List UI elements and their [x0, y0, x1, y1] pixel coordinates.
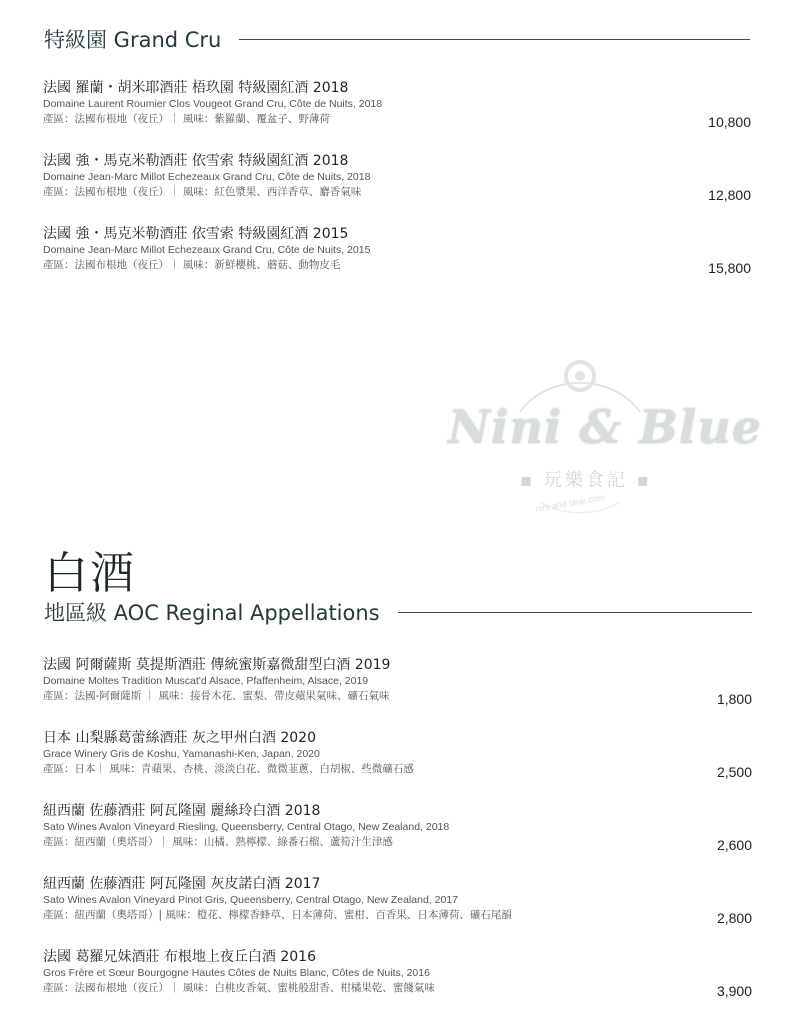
section-title-aoc: 地區級 AOC Reginal Appellations [44, 601, 380, 625]
wine-info: 產區：法國布根地（夜丘）｜ 風味：白桃皮香氣、蜜桃般甜香、柑橘果乾、蜜餞氣味 [43, 982, 435, 994]
wine-info: 產區：紐西蘭（奧塔哥）| 風味：橙花、檸檬香蜂草、日本薄荷、蜜柑、百香果、日本薄荷、礦石尾韻 [43, 909, 512, 921]
wine-name: 紐西蘭 佐藤酒莊 阿瓦隆園 麗絲玲白酒 2018 [43, 803, 321, 819]
wine-english-name: Domaine Laurent Roumier Clos Vougeot Grand Cru, Côte de Nuits, 2018 [43, 98, 383, 110]
wine-item [43, 79, 751, 130]
wine-english-name: Grace Winery Gris de Koshu, Yamanashi-Ken, Japan, 2020 [43, 748, 320, 760]
wine-english-name: Sato Wines Avalon Vineyard Riesling, Queensberry, Central Otago, New Zealand, 2018 [43, 821, 450, 833]
wine-english-name: Domaine Jean-Marc Millot Echezeaux Grand Cru, Côte de Nuits, 2018 [43, 171, 371, 183]
wine-name: 紐西蘭 佐藤酒莊 阿瓦隆園 灰皮諾白酒 2017 [43, 876, 321, 892]
wine-info: 產區：紐西蘭（奧塔哥）｜ 風味：山橘、熟檸檬、綠番石榴、蘆筍汁生津感 [43, 836, 393, 848]
wine-price: 3,900 [716, 983, 752, 999]
wine-price: 2,500 [716, 764, 752, 780]
wine-price: 10,800 [708, 114, 751, 130]
watermark-brand: Nini & Blue [448, 400, 763, 454]
wine-price: 12,800 [708, 187, 751, 203]
wine-item [43, 948, 752, 999]
white-wine-title: 白酒 [44, 548, 136, 599]
wine-item [43, 152, 751, 203]
watermark-url: nini and blue.com [534, 491, 606, 515]
wine-name: 法國 強・馬克米勒酒莊 依雪索 特級園紅酒 2018 [43, 153, 349, 169]
wine-item [43, 225, 751, 276]
section-header-aoc [44, 597, 752, 627]
wine-info: 產區：法國布根地（夜丘）｜ 風味：紫羅蘭、覆盆子、野薄荷 [43, 113, 330, 125]
section-divider [398, 612, 752, 613]
wine-name: 法國 阿爾薩斯 莫提斯酒莊 傳統蜜斯嘉微甜型白酒 2019 [43, 657, 391, 673]
wine-name: 法國 羅蘭・胡米耶酒莊 梧玖園 特級園紅酒 2018 [43, 80, 349, 96]
wine-price: 2,800 [716, 910, 752, 926]
wine-item [43, 802, 752, 853]
wine-english-name: Sato Wines Avalon Vineyard Pinot Gris, Queensberry, Central Otago, New Zealand, 2017 [43, 894, 458, 906]
wine-item [43, 656, 752, 707]
wine-name: 法國 葛羅兄妹酒莊 布根地上夜丘白酒 2016 [43, 949, 316, 965]
section-header-grand-cru [44, 24, 750, 54]
wine-info: 產區：法國布根地（夜丘）｜ 風味：新鮮櫻桃、蘑菇、動物皮毛 [43, 259, 341, 271]
wine-english-name: Gros Frère et Sœur Bourgogne Hautes Côtes de Nuits Blanc, Côtes de Nuits, 2016 [43, 967, 430, 979]
watermark-subtitle: ▪ 玩樂食記 ▪ [520, 470, 652, 491]
wine-item [43, 729, 752, 780]
section-title-grand-cru: 特級園 Grand Cru [44, 28, 222, 52]
wine-name: 法國 強・馬克米勒酒莊 依雪索 特級園紅酒 2015 [43, 226, 349, 242]
wine-english-name: Domaine Moltes Tradition Muscat'd Alsace, Pfaffenheim, Alsace, 2019 [43, 675, 369, 687]
wine-price: 2,600 [716, 837, 752, 853]
wine-item [43, 875, 752, 926]
wine-english-name: Domaine Jean-Marc Millot Echezeaux Grand Cru, Côte de Nuits, 2015 [43, 244, 371, 256]
wine-info: 產區：日本｜ 風味：青蘋果、杏桃、淡淡白花、微微韮蔥、白胡椒、些微礦石感 [43, 763, 414, 775]
wine-info: 產區：法國布根地（夜丘）｜ 風味：紅色漿果、西洋香草、麝香氣味 [43, 186, 362, 198]
wine-name: 日本 山梨縣葛蕾絲酒莊 灰之甲州白酒 2020 [43, 730, 316, 746]
wine-price: 1,800 [716, 691, 752, 707]
section-divider [239, 39, 750, 40]
wine-price: 15,800 [708, 260, 751, 276]
wine-info: 產區：法國-阿爾薩斯 ｜ 風味：接骨木花、蜜梨、帶皮蘋果氣味、礦石氣味 [43, 690, 390, 702]
